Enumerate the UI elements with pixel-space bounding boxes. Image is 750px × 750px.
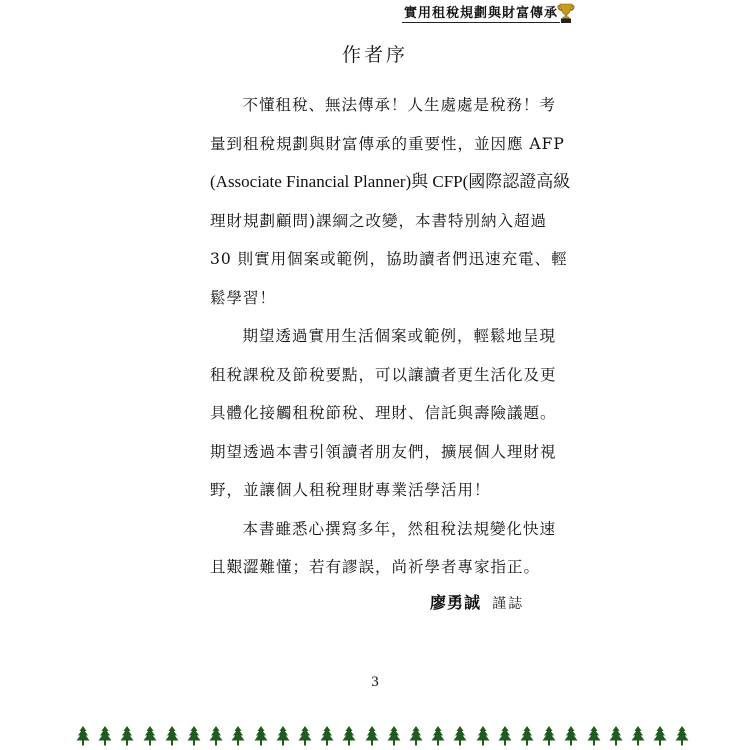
pine-tree-icon [675,726,689,746]
pine-tree-icon [631,726,645,746]
pine-tree-icon [276,726,290,746]
text-line: 具體化接觸租稅節稅、理財、信託與壽險議題。 [210,404,557,422]
pine-tree-icon [320,726,334,746]
text-line: 野，並讓個人租稅理財專業活學活用！ [210,481,491,499]
running-header-title: 實用租稅規劃與財富傳承 [402,2,560,23]
text-line: 鬆學習！ [210,288,277,307]
trophy-icon [556,2,576,24]
preface-body [210,86,580,587]
running-header [360,2,560,24]
paragraph-3 [210,510,580,587]
text-line: 租稅課稅及節稅要點，可以讓讀者更生活化及更 [210,365,557,384]
pine-tree-icon [609,726,623,746]
pine-tree-icon [342,726,356,746]
pine-tree-icon [209,726,223,746]
pine-tree-icon [231,726,245,746]
page-title: 作者序 [341,44,408,66]
pine-tree-icon [409,726,423,746]
pine-tree-icon [120,726,134,746]
pine-tree-icon [143,726,157,746]
text-line: 期望透過實用生活個案或範例，輕鬆地呈現 [242,327,557,345]
pine-tree-icon [387,726,401,746]
pine-tree-icon [587,726,601,746]
pine-tree-icon [431,726,445,746]
text-line: 本書雖悉心撰寫多年，然租稅法規變化快速 [242,519,557,538]
paragraph-1 [210,86,580,317]
text-line: 且艱澀難懂；若有謬誤，尚祈學者專家指正。 [210,558,541,576]
pine-tree-icon [453,726,467,746]
pine-tree-icon [98,726,112,746]
text-line: 不懂租稅、無法傳承！人生處處是稅務！考 [242,96,557,114]
text-line: (Associate Financial Planner)與 CFP(國際認證高級 [210,172,571,191]
author-name: 廖勇誠 [430,593,482,612]
pine-tree-icon [498,726,512,746]
pine-tree-icon [254,726,268,746]
author-signature [430,590,600,613]
pine-tree-icon [76,726,90,746]
paragraph-2 [210,317,580,510]
text-line: 量到租稅規劃與財富傳承的重要性，並因應 AFP [210,134,565,153]
pine-tree-icon [520,726,534,746]
pine-tree-icon [476,726,490,746]
pine-tree-icon [365,726,379,746]
signature-suffix: 謹誌 [492,596,525,612]
pine-tree-icon [564,726,578,746]
pine-tree-icon [653,726,667,746]
pine-tree-icon [165,726,179,746]
pine-tree-icon [187,726,201,746]
text-line: 理財規劃顧問)課綱之改變，本書特別納入超過 [210,211,548,230]
footer-ornament-row [76,726,676,746]
text-line: 30 則實用個案或範例，協助讀者們迅速充電、輕 [210,250,568,268]
page-number: 3 [371,674,379,690]
text-line: 期望透過本書引領讀者朋友們，擴展個人理財視 [210,442,557,461]
pine-tree-icon [542,726,556,746]
pine-tree-icon [298,726,312,746]
